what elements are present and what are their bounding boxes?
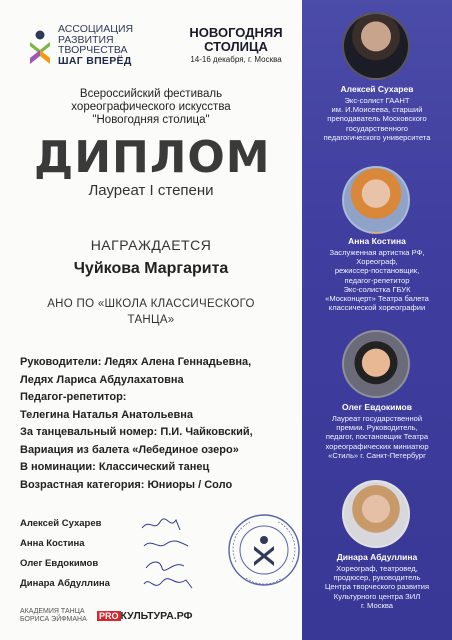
jury-desc-line: Заслуженная артистка РФ,: [329, 248, 425, 257]
school-line: ТАНЦА»: [127, 314, 175, 326]
jury-desc-3: [308, 414, 446, 460]
jury-desc-line: хореографических миниатюр: [325, 441, 429, 451]
event-title-line1: НОВОГОДНЯЯ: [189, 25, 283, 40]
detail-line: Вариация из балета «Лебединое озеро»: [20, 443, 239, 456]
association-logo-icon: [26, 30, 54, 66]
jury-desc-line: «Стиль» г. Санкт-Петербург: [328, 450, 426, 460]
logo-line: РАЗВИТИЯ: [58, 33, 114, 46]
jury-desc-line: Культурного центра ЗИЛ: [333, 591, 421, 601]
signer-row: [20, 554, 170, 574]
jury-name-3: Олег Евдокимов: [342, 402, 412, 412]
jury-desc-line: педагог-репетитор: [344, 275, 410, 285]
signature-icon: [140, 534, 210, 554]
jury-desc-line: Экс-солист ГААНТ: [344, 96, 410, 105]
event-date: 14-16 декабря, г. Москва: [190, 55, 282, 64]
logo-line: ТВОРЧЕСТВА: [58, 44, 128, 56]
festival-name: [36, 88, 266, 127]
school-line: АНО ПО «ШКОЛА КЛАССИЧЕСКОГО: [47, 298, 255, 310]
detail-line: За танцевальный номер: П.И. Чайковский,: [20, 426, 253, 438]
signer-name: Анна Костина: [20, 538, 85, 549]
jury-panel: [302, 0, 452, 640]
detail-line: В номинации: Классический танец: [20, 461, 210, 473]
jury-desc-line: классической хореографии: [328, 303, 426, 313]
eifman-academy-logo: [20, 608, 87, 624]
jury-desc-line: режиссер-постановщик,: [334, 266, 420, 276]
jury-photo-1: [342, 12, 410, 80]
jury-desc-4: [308, 564, 446, 610]
jury-desc-line: педагогического университета: [323, 132, 431, 142]
logo-line: ШАГ ВПЕРЁД: [58, 54, 132, 67]
jury-desc-2: [308, 248, 446, 312]
jury-desc-line: Хореограф, театровед,: [336, 564, 418, 573]
recipient-name: Чуйкова Маргарита: [73, 260, 229, 277]
partner-line: АКАДЕМИЯ ТАНЦА: [20, 608, 85, 615]
jury-desc-1: [308, 96, 446, 142]
signature-icon: [140, 574, 210, 594]
logo-line: АССОЦИАЦИЯ: [58, 23, 134, 35]
festival-line: хореографического искусства: [71, 101, 231, 113]
jury-photo-3: [342, 330, 410, 398]
signer-name: Динара Абдуллина: [20, 578, 110, 589]
signature-icon: [140, 554, 210, 574]
diploma-title: ДИПЛОМ: [34, 132, 271, 183]
event-title-line2: СТОЛИЦА: [204, 39, 268, 54]
jury-desc-line: премии. Руководитель,: [336, 423, 418, 433]
jury-name-1: Алексей Сухарев: [340, 84, 414, 94]
school-name: [28, 296, 274, 328]
prokultura-logo: [97, 610, 193, 622]
jury-desc-line: Лауреат государственной: [331, 414, 423, 423]
jury-desc-line: Экс-солистка ГБУК: [343, 284, 411, 294]
jury-desc-line: Центра творческого развития: [324, 582, 430, 592]
awarded-label: НАГРАЖДАЕТСЯ: [90, 237, 212, 253]
partner-line: БОРИСА ЭЙФМАНА: [20, 616, 87, 623]
signer-row: [20, 514, 170, 534]
jury-name-4: Динара Абдуллина: [336, 552, 418, 562]
signature-icon: [140, 514, 210, 534]
signatures-block: [20, 514, 170, 594]
signer-name: Алексей Сухарев: [20, 518, 102, 529]
detail-line: Руководители: Ледях Алена Геннадьевна,: [20, 356, 252, 368]
signer-name: Олег Евдокимов: [20, 558, 99, 569]
festival-line: Всероссийский фестиваль: [79, 88, 223, 100]
jury-photo-2: [342, 166, 410, 234]
signer-row: [20, 534, 170, 554]
pro-label: PRO: [99, 611, 119, 621]
jury-name-2: Анна Костина: [348, 236, 406, 246]
jury-desc-line: Хореограф,: [356, 257, 398, 267]
jury-desc-line: государственного: [346, 123, 408, 133]
jury-desc-line: им. И.Моисеева, старший: [331, 105, 423, 115]
jury-desc-line: педагог, постановщик Театра: [325, 432, 429, 442]
event-title: [176, 26, 296, 54]
signer-row: [20, 574, 170, 594]
jury-desc-line: «Москонцерт» Театра балета: [325, 294, 429, 304]
diploma-details: [20, 354, 282, 494]
detail-line: Ледях Лариса Абдулахатовна: [20, 373, 184, 386]
diploma-degree: Лауреат I степени: [88, 182, 214, 199]
detail-line: Возрастная категория: Юниоры / Соло: [20, 478, 233, 491]
association-logo-text: [58, 24, 168, 66]
detail-line: Педагог-репетитор:: [20, 391, 127, 403]
jury-desc-line: г. Москва: [361, 600, 393, 610]
jury-desc-line: преподаватель Московского: [327, 114, 427, 124]
detail-line: Телегина Наталья Анатольевна: [20, 408, 193, 421]
festival-line: "Новогодняя столица": [92, 114, 210, 126]
jury-desc-line: продюсер, руководитель: [333, 573, 421, 583]
jury-photo-4: [342, 480, 410, 548]
official-stamp-icon: [226, 512, 302, 588]
kultura-label: КУЛЬТУРА.РФ: [120, 610, 193, 622]
